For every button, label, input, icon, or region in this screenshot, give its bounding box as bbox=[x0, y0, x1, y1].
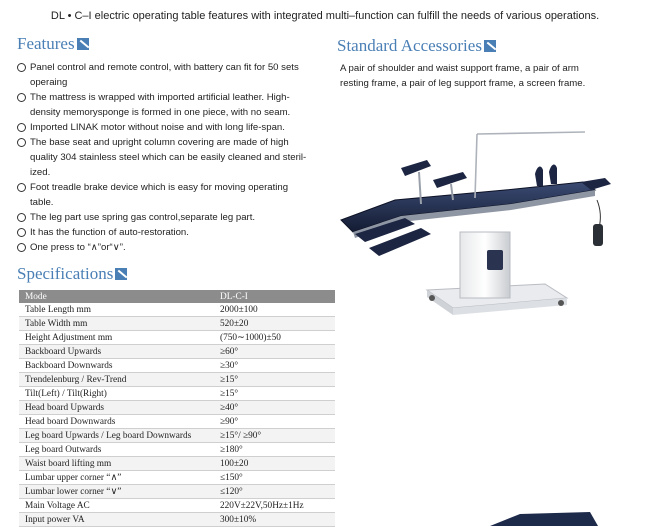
spec-label: Main Voltage AC bbox=[19, 499, 214, 513]
circle-bullet-icon bbox=[17, 123, 26, 132]
table-header-row bbox=[19, 290, 335, 303]
spec-label: Head board Downwards bbox=[19, 415, 214, 429]
spec-label: Waist board lifting mm bbox=[19, 457, 214, 471]
features-heading bbox=[17, 34, 89, 54]
table-row bbox=[19, 373, 335, 387]
spec-value: 220V±22V,50Hz±1Hz bbox=[214, 499, 335, 513]
spec-label: Backboard Downwards bbox=[19, 359, 214, 373]
accessories-line: resting frame, a pair of leg support frame, a screen frame. bbox=[340, 78, 586, 89]
specifications-title: Specifications bbox=[17, 264, 114, 283]
arrow-square-icon bbox=[77, 38, 89, 50]
table-row bbox=[19, 457, 335, 471]
arrow-square-icon bbox=[484, 40, 496, 52]
table-row bbox=[19, 429, 335, 443]
header-cell-mode: Mode bbox=[19, 290, 214, 303]
spec-label: Input power VA bbox=[19, 513, 214, 527]
feature-text: Panel control and remote control, with battery can fit for 50 sets bbox=[30, 62, 299, 73]
spec-label: Leg board Upwards / Leg board Downwards bbox=[19, 429, 214, 443]
table-row bbox=[19, 443, 335, 457]
spec-value: ≥30° bbox=[214, 359, 335, 373]
feature-item bbox=[17, 90, 317, 120]
spec-label: Table Width mm bbox=[19, 317, 214, 331]
accessories-line: A pair of shoulder and waist support frame, a pair of arm bbox=[340, 63, 579, 74]
circle-bullet-icon bbox=[17, 228, 26, 237]
feature-text: operaing bbox=[30, 77, 68, 88]
table-row bbox=[19, 387, 335, 401]
circle-bullet-icon bbox=[17, 183, 26, 192]
spec-label: Leg board Outwards bbox=[19, 443, 214, 457]
spec-label: Tilt(Left) / Tilt(Right) bbox=[19, 387, 214, 401]
table-row bbox=[19, 471, 335, 485]
spec-value: 300±10% bbox=[214, 513, 335, 527]
spec-value: ≤120° bbox=[214, 485, 335, 499]
feature-text: It has the function of auto-restoration. bbox=[30, 227, 189, 238]
spec-value: ≥180° bbox=[214, 443, 335, 457]
specifications-table bbox=[19, 290, 335, 527]
spec-label: Lumbar upper corner “∧” bbox=[19, 471, 214, 485]
table-row bbox=[19, 485, 335, 499]
spec-label: Lumbar lower corner “∨” bbox=[19, 485, 214, 499]
feature-item bbox=[17, 180, 317, 210]
feature-item bbox=[17, 225, 317, 240]
feature-text: The base seat and upright column covering are made of high bbox=[30, 137, 289, 148]
accessories-text bbox=[340, 61, 620, 91]
spec-value: ≥15°/ ≥90° bbox=[214, 429, 335, 443]
circle-bullet-icon bbox=[17, 243, 26, 252]
spec-value: ≥15° bbox=[214, 387, 335, 401]
spec-label: Table Length mm bbox=[19, 303, 214, 317]
spec-value: ≥15° bbox=[214, 373, 335, 387]
table-row bbox=[19, 303, 335, 317]
operating-table-image-partial bbox=[480, 512, 600, 526]
arrow-square-icon bbox=[115, 268, 127, 280]
feature-text: The mattress is wrapped with imported artificial leather. High- bbox=[30, 92, 290, 103]
feature-text: density memorysponge is formed in one piece, with no seam. bbox=[30, 107, 291, 118]
spec-label: Head board Upwards bbox=[19, 401, 214, 415]
circle-bullet-icon bbox=[17, 93, 26, 102]
table-row bbox=[19, 513, 335, 527]
spec-value: 520±20 bbox=[214, 317, 335, 331]
spec-value: (750∼1000)±50 bbox=[214, 331, 335, 345]
feature-text: Foot treadle brake device which is easy for moving operating bbox=[30, 182, 289, 193]
table-row bbox=[19, 359, 335, 373]
table-row bbox=[19, 345, 335, 359]
spec-value: ≥40° bbox=[214, 401, 335, 415]
feature-text: ized. bbox=[30, 167, 51, 178]
spec-label: Backboard Upwards bbox=[19, 345, 214, 359]
spec-value: ≤150° bbox=[214, 471, 335, 485]
header-cell-model: DL-C-I bbox=[214, 290, 335, 303]
feature-text: Imported LINAK motor without noise and with long life-span. bbox=[30, 122, 285, 133]
features-list bbox=[17, 60, 317, 255]
feature-text: One press to “∧”or“∨”. bbox=[30, 242, 126, 253]
specifications-heading bbox=[17, 264, 127, 284]
spec-value: ≥60° bbox=[214, 345, 335, 359]
feature-item bbox=[17, 120, 317, 135]
table-row bbox=[19, 401, 335, 415]
table-row bbox=[19, 499, 335, 513]
spec-value: ≥90° bbox=[214, 415, 335, 429]
feature-item bbox=[17, 60, 317, 90]
feature-text: table. bbox=[30, 197, 54, 208]
accessories-heading bbox=[337, 36, 496, 56]
feature-item bbox=[17, 210, 317, 225]
features-title: Features bbox=[17, 34, 75, 53]
intro-text: DL • C–I electric operating table features with integrated multi–function can fulfill the needs of various operations. bbox=[50, 10, 600, 22]
spec-value: 100±20 bbox=[214, 457, 335, 471]
circle-bullet-icon bbox=[17, 63, 26, 72]
table-row bbox=[19, 331, 335, 345]
operating-table-image bbox=[335, 120, 625, 330]
feature-text: The leg part use spring gas control,separate leg part. bbox=[30, 212, 256, 223]
accessories-title: Standard Accessories bbox=[337, 36, 482, 55]
spec-value: 2000±100 bbox=[214, 303, 335, 317]
circle-bullet-icon bbox=[17, 138, 26, 147]
table-row bbox=[19, 317, 335, 331]
circle-bullet-icon bbox=[17, 213, 26, 222]
spec-label: Trendelenburg / Rev-Trend bbox=[19, 373, 214, 387]
spec-label: Height Adjustment mm bbox=[19, 331, 214, 345]
feature-text: quality 304 stainless steel which can be easily cleaned and steril- bbox=[30, 152, 307, 163]
feature-item bbox=[17, 240, 317, 255]
table-row bbox=[19, 415, 335, 429]
feature-item bbox=[17, 135, 317, 180]
